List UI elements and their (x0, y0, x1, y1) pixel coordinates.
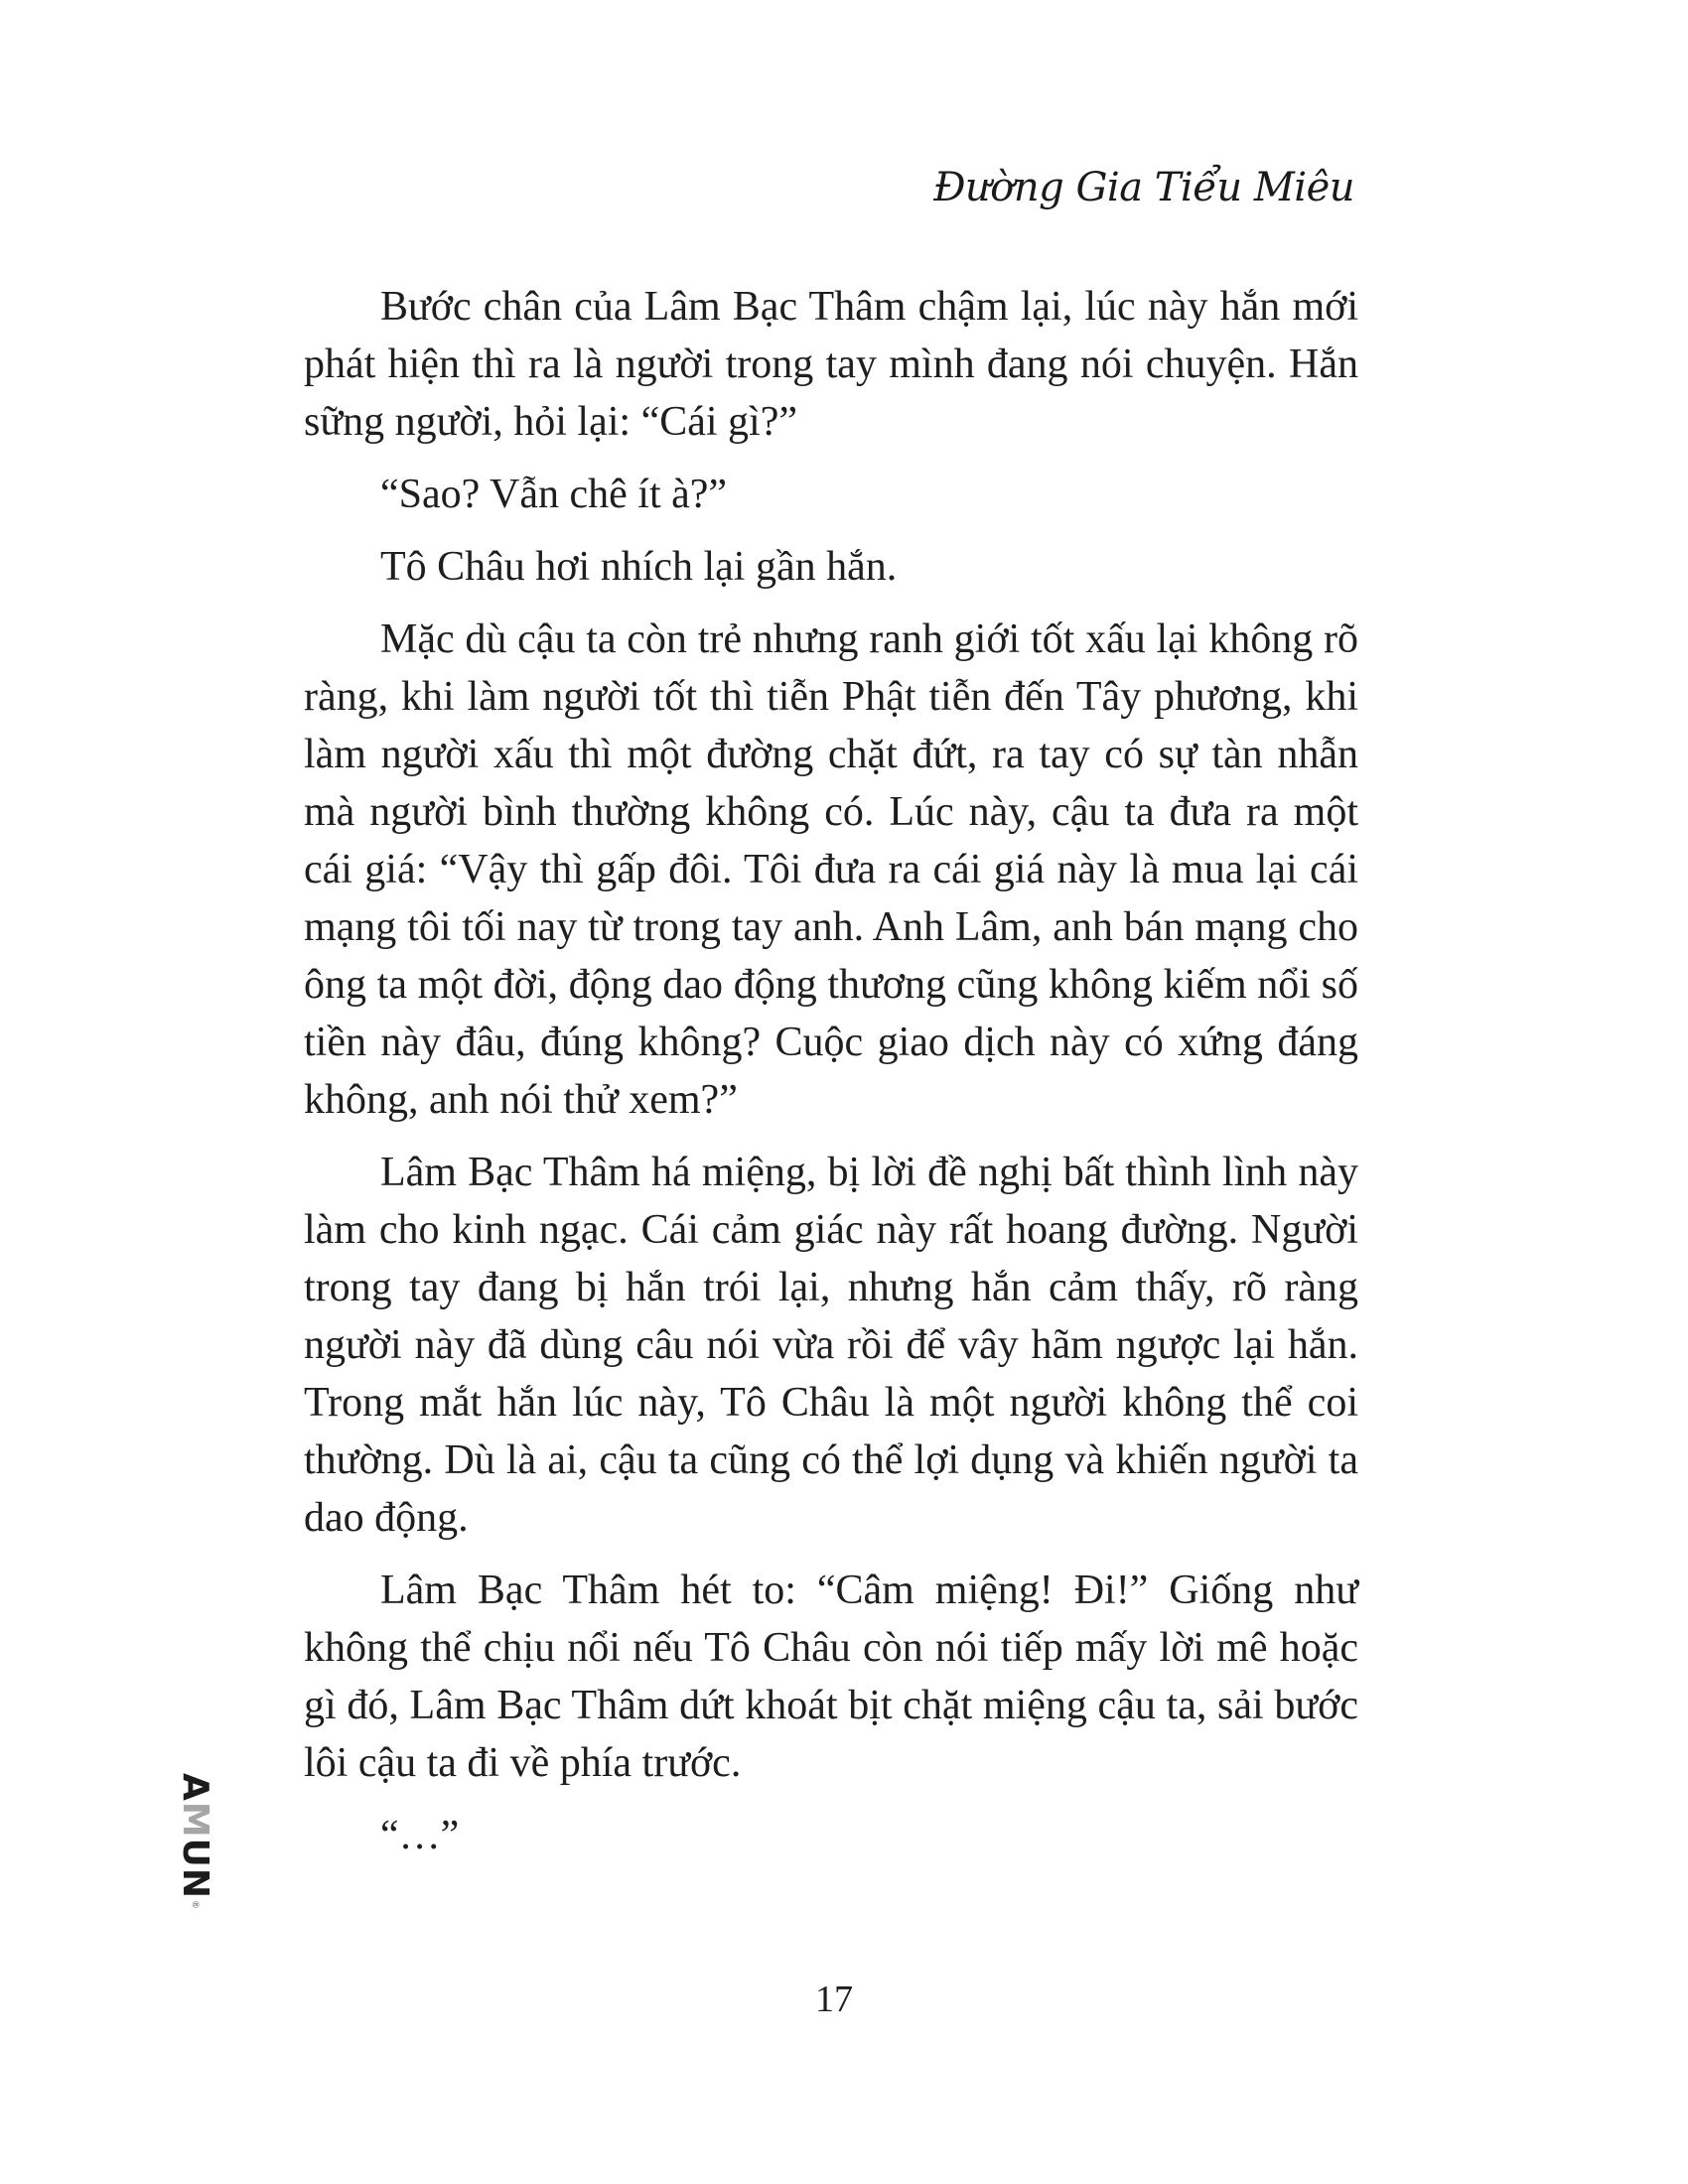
paragraph: “Sao? Vẫn chê ít à?” (380, 472, 728, 517)
paragraph: Bước chân của Lâm Bạc Thâm chậm lại, lúc này hắn mới phát hiện thì ra là người trong tay mình đang nói chuyện. Hắn sững người, hỏi lại: “Cái gì?” (304, 284, 1358, 445)
publisher-logo-wordmark (175, 1772, 215, 1911)
running-head-title: Đường Gia Tiểu Miêu (933, 165, 1354, 210)
registered-mark-icon: ® (190, 1900, 200, 1911)
page-number: 17 (815, 1979, 853, 2020)
logo-letter-m: M (175, 1801, 215, 1839)
body-text (304, 278, 1358, 1879)
paragraph: Lâm Bạc Thâm hét to: “Câm miệng! Đi!” Giống như không thể chịu nổi nếu Tô Châu còn nói tiếp mấy lời mê hoặc gì đó, Lâm Bạc Thâm dứt khoát bịt chặt miệng cậu ta, sải bước lôi cậu ta đi về phía trước. (304, 1568, 1358, 1786)
paragraph: “…” (380, 1813, 460, 1858)
logo-letters-un: UN (175, 1838, 215, 1900)
paragraph: Lâm Bạc Thâm há miệng, bị lời đề nghị bất thình lình này làm cho kinh ngạc. Cái cảm giác này rất hoang đường. Người trong tay đang bị hắn trói lại, nhưng hắn cảm thấy, rõ ràng người này đã dùng câu nói vừa rồi để vây hãm ngược lại hắn. Trong mắt hắn lúc này, Tô Châu là một người không thể coi thường. Dù là ai, cậu ta cũng có thể lợi dụng và khiến người ta dao động. (304, 1150, 1358, 1541)
paragraph: Mặc dù cậu ta còn trẻ nhưng ranh giới tốt xấu lại không rõ ràng, khi làm người tốt thì tiễn Phật tiễn đến Tây phương, khi làm người xấu thì một đường chặt đứt, ra tay có sự tàn nhẫn mà người bình thường không có. Lúc này, cậu ta đưa ra một cái giá: “Vậy thì gấp đôi. Tôi đưa ra cái giá này là mua lại cái mạng tôi tối nay từ trong tay anh. Anh Lâm, anh bán mạng cho ông ta một đời, động dao động thương cũng không kiếm nổi số tiền này đâu, đúng không? Cuộc giao dịch này có xứng đáng không, anh nói thử xem?” (304, 616, 1358, 1123)
paragraph: Tô Châu hơi nhích lại gần hắn. (380, 544, 898, 590)
logo-letter-a: A (175, 1772, 215, 1802)
publisher-logo (175, 1772, 215, 1911)
